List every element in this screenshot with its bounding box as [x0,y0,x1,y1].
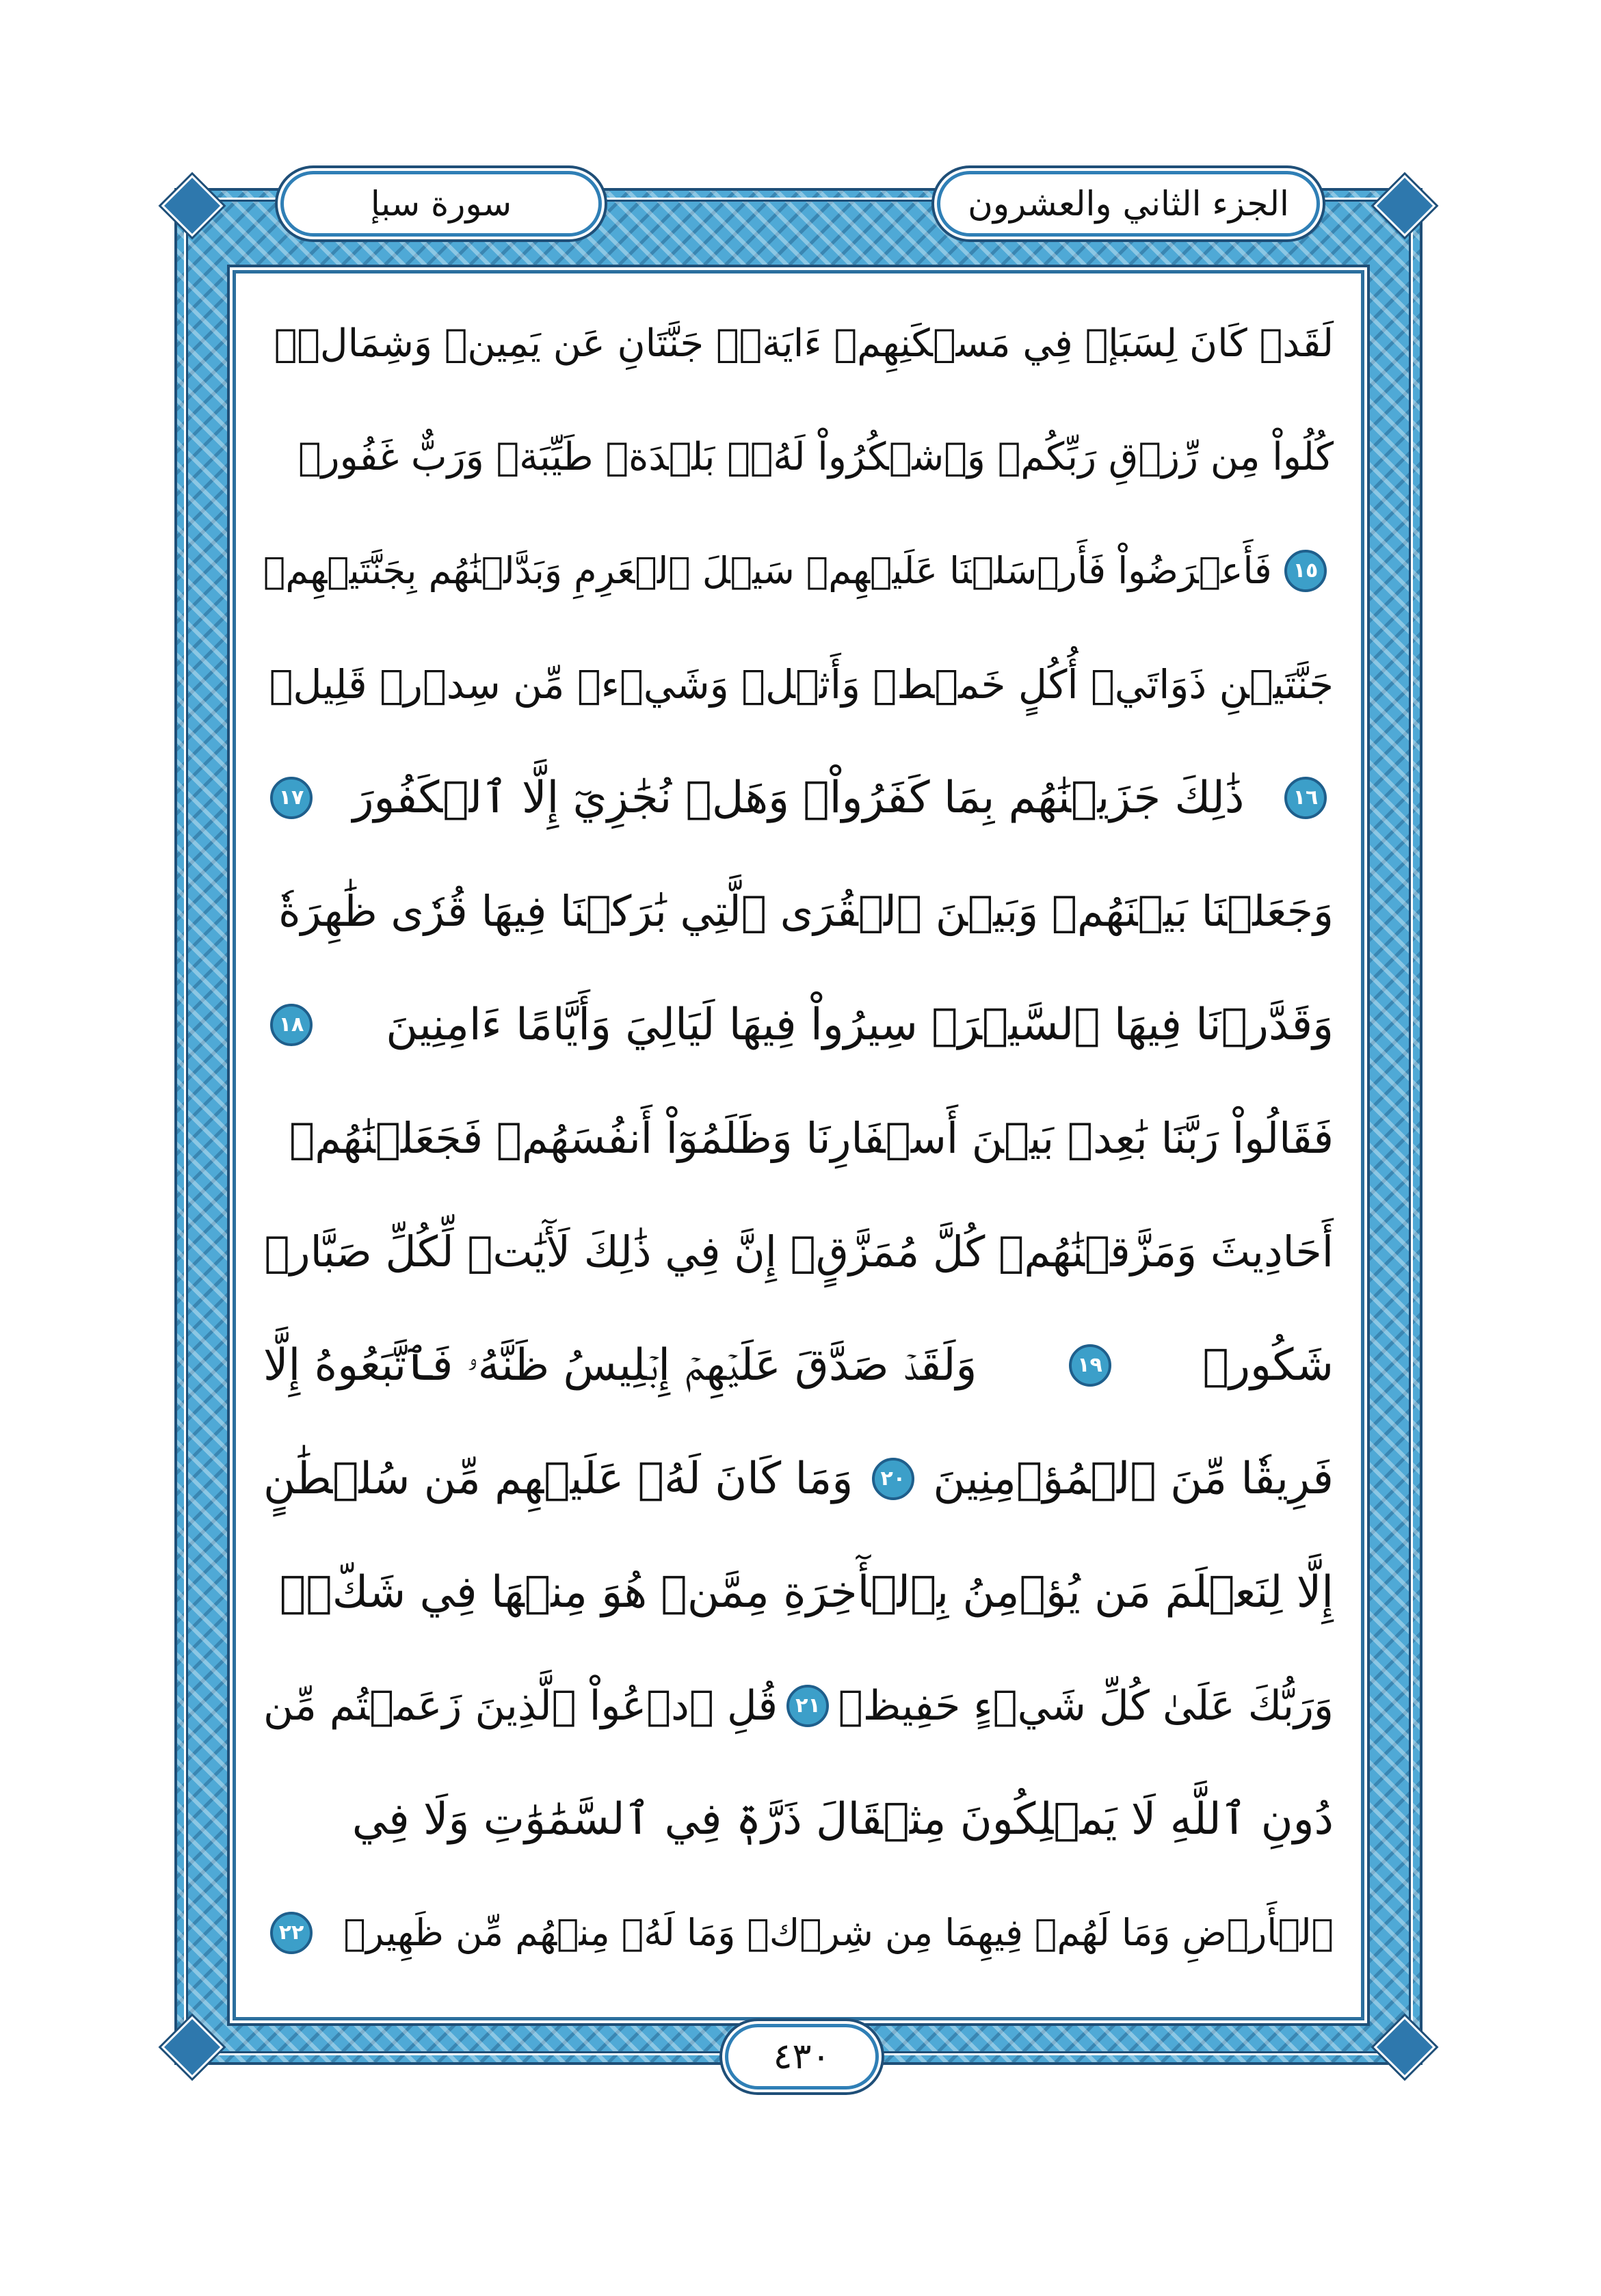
text-line [263,401,1334,514]
text-line [263,514,1334,628]
verse-text: لَقَدۡ كَانَ لِسَبَإٖ فِي مَسۡكَنِهِمۡ ءَايَةٞۖ جَنَّتَانِ عَن يَمِينٖ وَشِمَالٖۖ [274,321,1334,366]
verse-text: ٱلۡأَرۡضِ وَمَا لَهُمۡ فِيهِمَا مِن شِرۡكٖ وَمَا لَهُۥ مِنۡهُم مِّن ظَهِيرٖ [343,1911,1334,1954]
text-line [263,1763,1334,1876]
ayah-number-marker: ٢١ [786,1685,829,1727]
page-number: ٤٣٠ [725,2024,879,2090]
verse-text: قُلِ ٱدۡعُواْ ٱلَّذِينَ زَعَمۡتُم مِّن [263,1682,778,1730]
verse-text: أَحَادِيثَ وَمَزَّقۡنَٰهُمۡ كُلَّ مُمَزَّقٍۚ إِنَّ فِي ذَٰلِكَ لَأٓيَٰتٖ لِّكُلِّ صَبَّارٖ [264,1227,1334,1277]
verse-text: وَمَا كَانَ لَهُۥ عَلَيۡهِم مِّن سُلۡطَٰنٍ [263,1454,854,1504]
verse-text: وَلَقَدۡ صَدَّقَ عَلَيۡهِمۡ إِبۡلِيسُ ظَنَّهُۥ فَٱتَّبَعُوهُ إِلَّا [263,1340,977,1391]
text-line [263,1422,1334,1536]
text-line [263,1649,1334,1763]
ayah-number-marker: ١٨ [270,1004,313,1046]
verse-text: كُلُواْ مِن رِّزۡقِ رَبِّكُمۡ وَٱشۡكُرُواْ لَهُۥۚ بَلۡدَةٞ طَيِّبَةٞ وَرَبٌّ غَفُورٞ [297,435,1334,479]
quran-text [263,287,1334,1997]
verse-text: شَكُورٖ [1202,1340,1334,1391]
ayah-number-marker: ١٧ [270,777,313,819]
text-line [263,1082,1334,1195]
text-line [263,287,1334,401]
verse-text: وَقَدَّرۡنَا فِيهَا ٱلسَّيۡرَۖ سِيرُواْ فِيهَا لَيَالِيَ وَأَيَّامًا ءَامِنِينَ [386,1000,1334,1050]
verse-text: جَنَّتَيۡنِ ذَوَاتَيۡ أُكُلٍ خَمۡطٖ وَأَثۡلٖ وَشَيۡءٖ مِّن سِدۡرٖ قَلِيلٖ [269,661,1334,708]
verse-text: فَرِيقٗا مِّنَ ٱلۡمُؤۡمِنِينَ [933,1454,1334,1504]
verse-text: فَقَالُواْ رَبَّنَا بَٰعِدۡ بَيۡنَ أَسۡفَارِنَا وَظَلَمُوٓاْ أَنفُسَهُمۡ فَجَعَلۡنَٰهُمۡ [289,1113,1334,1163]
verse-text: فَأَعۡرَضُواْ فَأَرۡسَلۡنَا عَلَيۡهِمۡ سَيۡلَ ٱلۡعَرِمِ وَبَدَّلۡنَٰهُم بِجَنَّتَيۡهِمۡ [263,549,1272,592]
verse-text: وَرَبُّكَ عَلَىٰ كُلِّ شَيۡءٍ حَفِيظٞ [838,1682,1334,1730]
verse-text: دُونِ ٱللَّهِ لَا يَمۡلِكُونَ مِثۡقَالَ ذَرَّةٖ فِي ٱلسَّمَٰوَٰتِ وَلَا فِي [352,1794,1334,1845]
text-line [263,628,1334,741]
text-line [263,968,1334,1082]
text-line [263,1309,1334,1422]
ayah-number-marker: ١٩ [1069,1344,1111,1387]
ayah-number-marker: ١٥ [1284,550,1327,592]
ayah-number-marker: ١٦ [1284,777,1327,819]
verse-text: ذَٰلِكَ جَزَيۡنَٰهُم بِمَا كَفَرُواْۖ وَهَلۡ نُجَٰزِيٓ إِلَّا ٱلۡكَفُورَ [352,773,1245,823]
text-line [263,1536,1334,1649]
verse-text: وَجَعَلۡنَا بَيۡنَهُمۡ وَبَيۡنَ ٱلۡقُرَى ٱلَّتِي بَٰرَكۡنَا فِيهَا قُرٗى ظَٰهِرَةٗ [278,886,1334,936]
verse-text: إِلَّا لِنَعۡلَمَ مَن يُؤۡمِنُ بِٱلۡأٓخِرَةِ مِمَّنۡ هُوَ مِنۡهَا فِي شَكّٖۗ [279,1567,1334,1618]
text-line [263,741,1334,855]
surah-title: سورة سبإ [280,171,602,237]
text-line [263,855,1334,968]
ayah-number-marker: ٢٠ [872,1458,914,1500]
ayah-number-marker: ٢٢ [270,1912,313,1954]
text-line [263,1876,1334,1990]
text-line [263,1195,1334,1309]
juz-title: الجزء الثاني والعشرون [937,171,1320,237]
